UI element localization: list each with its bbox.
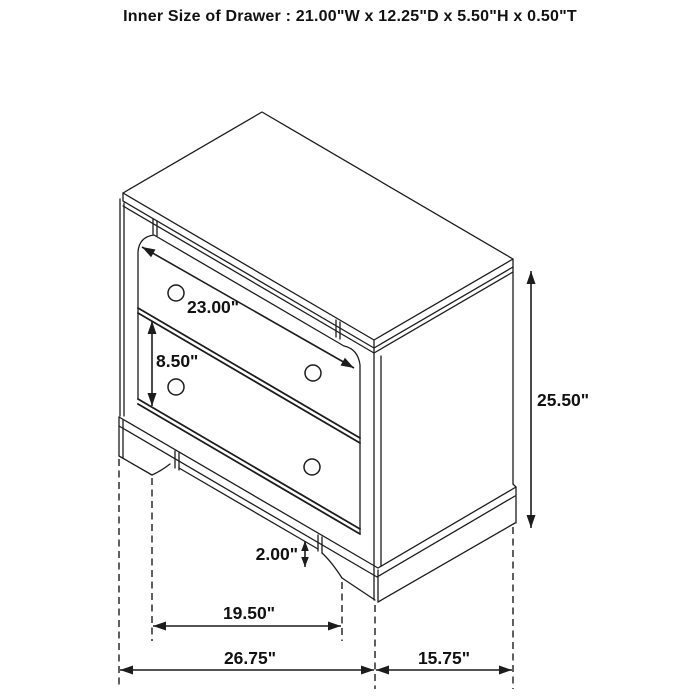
base-left-arch-curve [152, 464, 170, 475]
base-molding-step-line [119, 426, 515, 577]
dim-overall-width-label: 26.75" [223, 648, 277, 668]
dim-overall-width-head-right [361, 666, 374, 675]
base-right-foot-bottom [342, 578, 375, 600]
dim-drawer-width [142, 247, 354, 368]
dim-drawer-width-head-right [341, 358, 355, 368]
frame-corner-stop-ticks-top-left [153, 219, 157, 236]
base-front-corner-edges [374, 567, 378, 602]
dim-overall-depth [376, 648, 512, 675]
knob-top-drawer-right [305, 365, 321, 381]
dim-overall-height-head-top [527, 271, 536, 284]
dim-overall-height-head-bottom [527, 515, 536, 528]
base-left-end-edges [119, 417, 123, 458]
dim-overall-height [527, 271, 590, 528]
top-slab-bottom-edge [123, 201, 513, 348]
dim-overall-depth-head-left [376, 666, 389, 675]
frame-corner-stop-ticks-top-right [336, 320, 340, 339]
dimension-annotations [120, 247, 589, 675]
dim-foot-height [256, 541, 309, 567]
base-side-bottom-edge [378, 523, 515, 602]
dim-foot-height-label: 2.00" [255, 544, 298, 564]
dim-overall-depth-label: 15.75" [417, 648, 471, 668]
dim-overall-height-label: 25.50" [537, 390, 590, 410]
diagram-title: Inner Size of Drawer : 21.00"W x 12.25"D x 5.50"H x 0.50"T [123, 8, 577, 25]
base-arch-underside-line [179, 468, 318, 549]
dim-overall-width [120, 648, 374, 675]
dim-overall-width-head-left [120, 666, 133, 675]
dim-drawer-height-label: 8.50" [156, 351, 199, 371]
dim-drawer-width-head-left [142, 247, 156, 257]
dim-feet-span-head-left [153, 622, 166, 631]
base-left-foot-bottom [119, 456, 152, 475]
base-right-end-edges [513, 484, 516, 523]
knob-bottom-drawer-left [168, 379, 184, 395]
dim-drawer-height-head-bottom [148, 393, 157, 406]
dim-feet-span-label: 19.50" [222, 603, 276, 623]
top-slab-corner-edges [123, 193, 513, 348]
dim-feet-span-head-right [328, 622, 341, 631]
knob-top-drawer-left [168, 285, 184, 301]
dim-feet-span [153, 603, 341, 631]
base-right-arch-curve [322, 553, 342, 578]
dim-overall-depth-head-right [499, 666, 512, 675]
dim-drawer-width-line [142, 247, 354, 368]
dim-drawer-width-label: 23.00" [187, 297, 240, 317]
knob-bottom-drawer-right [304, 459, 320, 475]
dim-foot-height-head-bottom [301, 557, 309, 567]
